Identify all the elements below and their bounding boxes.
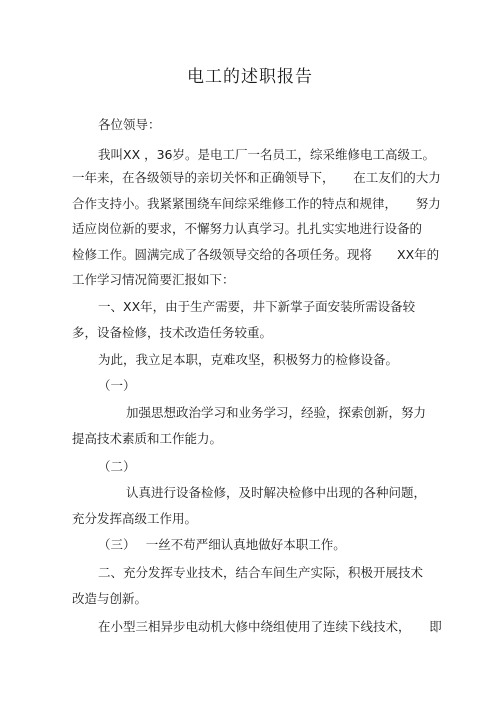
section-heading: （一） <box>98 378 136 393</box>
section-heading: （三） 一丝不苟严细认真地做好本职工作。 <box>98 537 346 552</box>
paragraph-line: 合作支持小。我紧紧围绕车间综采维修工作的特点和规律， 努力 <box>72 196 441 211</box>
paragraph-line: 一年来，在各级领导的亲切关怀和正确领导下， 在工友们的大力 <box>72 170 441 185</box>
paragraph-line: 提高技术素质和工作能力。 <box>72 431 223 446</box>
paragraph-line: 二、充分发挥专业技术，结合车间生产实际，积极开展技术 <box>98 565 424 580</box>
salutation: 各位领导： <box>98 117 161 132</box>
section-heading: （二） <box>98 459 136 474</box>
paragraph-line: 我叫XX ，36岁。是电工厂一名员工，综采维修电工高级工。 <box>98 147 436 162</box>
document-title: 电工的述职报告 <box>187 67 313 87</box>
paragraph-line: 检修工作。圆满完成了各级领导交给的各项任务。现将 XX年的 <box>72 247 440 262</box>
paragraph-line: 工作学习情况简要汇报如下： <box>72 272 235 287</box>
paragraph-line: 适应岗位新的要求，不懈努力认真学习。扎扎实实地进行设备的 <box>72 221 423 236</box>
paragraph-line: 充分发挥高级工作用。 <box>72 511 198 526</box>
paragraph-line: 为此，我立足本职，克难攻坚，积极努力的检修设备。 <box>98 352 399 367</box>
paragraph-line: 改造与创新。 <box>72 591 148 606</box>
paragraph-line: 加强思想政治学习和业务学习，经验，探索创新，努力 <box>126 405 427 420</box>
paragraph-line: 多，设备检修，技术改造任务较重。 <box>72 325 273 340</box>
paragraph-line: 认真进行设备检修，及时解决检修中出现的各种问题， <box>126 485 427 500</box>
paragraph-line: 在小型三相异步电动机大修中绕组使用了连续下线技术， 即 <box>98 619 442 634</box>
paragraph-line: 一、XX年，由于生产需要，井下新掌子面安装所需设备较 <box>98 299 416 314</box>
